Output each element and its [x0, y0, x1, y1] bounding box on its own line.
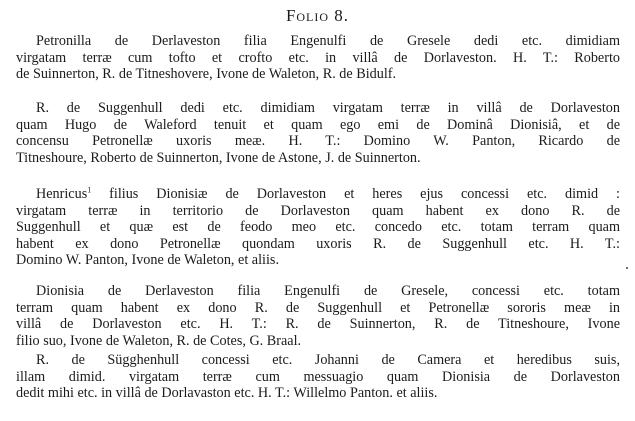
folio-heading: Folio 8. — [285, 6, 350, 25]
line-rest-text: filius Dionisiæ de Dorlaveston et heres ejus concessi etc. dimid : — [91, 186, 620, 202]
text-line: de Suinnerton, R. de Titneshovere, Ivone de Waleton, R. de Bidulf. — [16, 66, 397, 82]
text-line: terram quam habent ex dono R. de Suggenhull et Petronellæ sororis meæ in — [16, 299, 620, 316]
text-line: R. de Sügghenhull concessi etc. Johanni de Camera et heredibus suis, — [36, 352, 620, 368]
charter-paragraph-1 — [16, 33, 620, 83]
text-line: R. de Suggenhull dedi etc. dimidiam virgatam terræ in villâ de Dorlaveston — [36, 100, 620, 116]
text-line: dedit mihi etc. in villâ de Dorlavaston etc. H. T.: Willelmo Panton. et aliis. — [16, 385, 438, 401]
text-line: habent ex dono Petronellæ quondam uxoris R. de Suggenhull etc. H. T.: — [16, 235, 620, 252]
text-line: filio suo, Ivone de Waleton, R. de Cotes, G. Braal. — [16, 332, 302, 349]
margin-speck — [626, 267, 628, 269]
text-line: Petronilla de Derlaveston filia Engenulfi de Gresele dedi etc. dimidiam — [36, 33, 620, 49]
text-line: Domino W. Panton, Ivone de Waleton, et aliis. — [16, 252, 279, 268]
text-line: illam dimid. virgatam terræ cum messuagio quam Dionisia de Dorlaveston — [16, 368, 620, 385]
charter-paragraph-4 — [16, 283, 620, 349]
text-line: concensu Petronellæ uxoris meæ. H. T.: Domino W. Panton, Ricardo de — [16, 133, 620, 149]
text-line: quam Hugo de Waleford tenuit et quam ego emi de Dominâ Dionisiâ, et de — [16, 116, 620, 133]
text-line: villâ de Dorlaveston etc. H. T.: R. de Suinnerton, R. de Titneshoure, Ivone — [16, 316, 620, 332]
footnote-marker: 1 — [87, 185, 92, 195]
charter-paragraph-5 — [16, 352, 620, 402]
text-line: virgatam terræ cum tofto et crofto etc. in villâ de Dorlaveston. H. T.: Roberto — [16, 49, 620, 66]
text-line — [16, 186, 620, 203]
text-line: virgatam terræ in territorio de Dorlaveston quam habent ex dono R. de — [16, 202, 620, 219]
charter-paragraph-3 — [16, 186, 620, 269]
charter-paragraph-2 — [16, 100, 620, 166]
text-line: Dionisia de Derlaveston filia Engenulfi de Gresele, concessi etc. totam — [36, 283, 620, 299]
text-line: Titneshoure, Roberto de Suinnerton, Ivone de Astone, J. de Suinnerton. — [16, 149, 421, 166]
line-start-text: Henricus — [36, 186, 88, 202]
text-line: Suggenhull et quæ est de feodo meo etc. concedo etc. totam terram quam — [16, 219, 620, 235]
